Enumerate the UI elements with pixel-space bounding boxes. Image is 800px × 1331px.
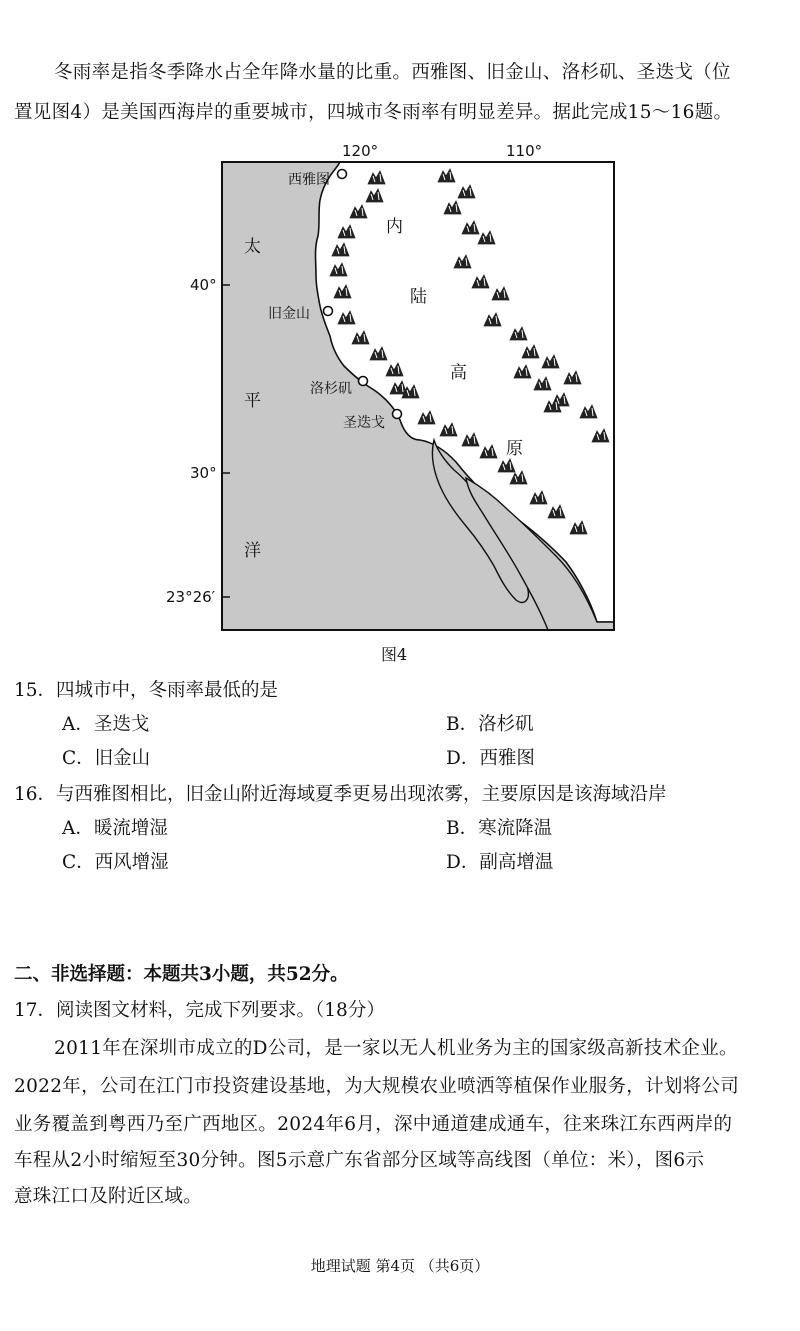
q17-line-4: 车程从2小时缩短至30分钟。图5示意广东省部分区域等高线图（单位：米），图6示 (14, 1150, 705, 1171)
ocean-char-2: 平 (244, 391, 261, 411)
page-footer: 地理试题 第4页 （共6页） (310, 1257, 490, 1275)
q15-option-c[interactable]: C．旧金山 (62, 748, 151, 769)
q15-option-a[interactable]: A．圣迭戈 (62, 714, 150, 735)
city-label-san-diego: 圣迭戈 (343, 415, 385, 431)
lat-label-30: 30° (190, 464, 217, 482)
q16-stem: 16．与西雅图相比，旧金山附近海域夏季更易出现浓雾，主要原因是该海域沿岸 (14, 784, 667, 805)
city-label-san-francisco: 旧金山 (268, 306, 310, 322)
q16-option-d[interactable]: D．副高增温 (446, 852, 554, 873)
q16-option-a[interactable]: A．暖流增湿 (62, 818, 168, 839)
plateau-char-4: 原 (506, 439, 523, 459)
section-2-heading: 二、非选择题：本题共3小题，共52分。 (14, 964, 349, 985)
lon-label-120: 120° (342, 142, 379, 160)
ocean-char-3: 洋 (244, 541, 261, 561)
q15-option-b[interactable]: B．洛杉矶 (446, 714, 534, 735)
intro-line-1: 冬雨率是指冬季降水占全年降水量的比重。西雅图、旧金山、洛杉矶、圣迭戈（位 (54, 62, 731, 83)
q15-stem: 15．四城市中，冬雨率最低的是 (14, 680, 279, 701)
plateau-char-3: 高 (450, 363, 467, 383)
lon-label-110: 110° (506, 142, 543, 160)
ocean-char-1: 太 (244, 237, 261, 257)
city-marker-san-francisco (324, 307, 333, 316)
city-marker-los-angeles (359, 377, 368, 386)
q17-line-2: 2022年，公司在江门市投资建设基地，为大规模农业喷洒等植保作业服务，计划将公司 (14, 1076, 740, 1097)
q15-option-d[interactable]: D．西雅图 (446, 748, 535, 769)
lat-label-40: 40° (190, 276, 217, 294)
plateau-char-2: 陆 (410, 287, 427, 307)
intro-line-2: 置见图4）是美国西海岸的重要城市，四城市冬雨率有明显差异。据此完成15～16题。 (14, 102, 733, 123)
city-marker-san-diego (393, 410, 402, 419)
q17-stem: 17．阅读图文材料，完成下列要求。（18分） (14, 1000, 385, 1021)
lat-label-tropic: 23°26′ (166, 588, 216, 606)
city-label-seattle: 西雅图 (288, 172, 330, 188)
figure-caption: 图4 (381, 645, 408, 664)
q16-option-c[interactable]: C．西风增湿 (62, 852, 169, 873)
q17-line-1: 2011年在深圳市成立的D公司，是一家以无人机业务为主的国家级高新技术企业。 (54, 1038, 738, 1059)
city-marker-seattle (338, 170, 347, 179)
q17-line-3: 业务覆盖到粤西乃至广西地区。2024年6月，深中通道建成通车，往来珠江东西两岸的 (14, 1114, 733, 1135)
plateau-char-1: 内 (386, 217, 403, 237)
figure-4-map (0, 140, 800, 640)
city-label-los-angeles: 洛杉矶 (310, 381, 352, 397)
q16-option-b[interactable]: B．寒流降温 (446, 818, 553, 839)
q17-line-5: 意珠江口及附近区域。 (14, 1186, 203, 1207)
